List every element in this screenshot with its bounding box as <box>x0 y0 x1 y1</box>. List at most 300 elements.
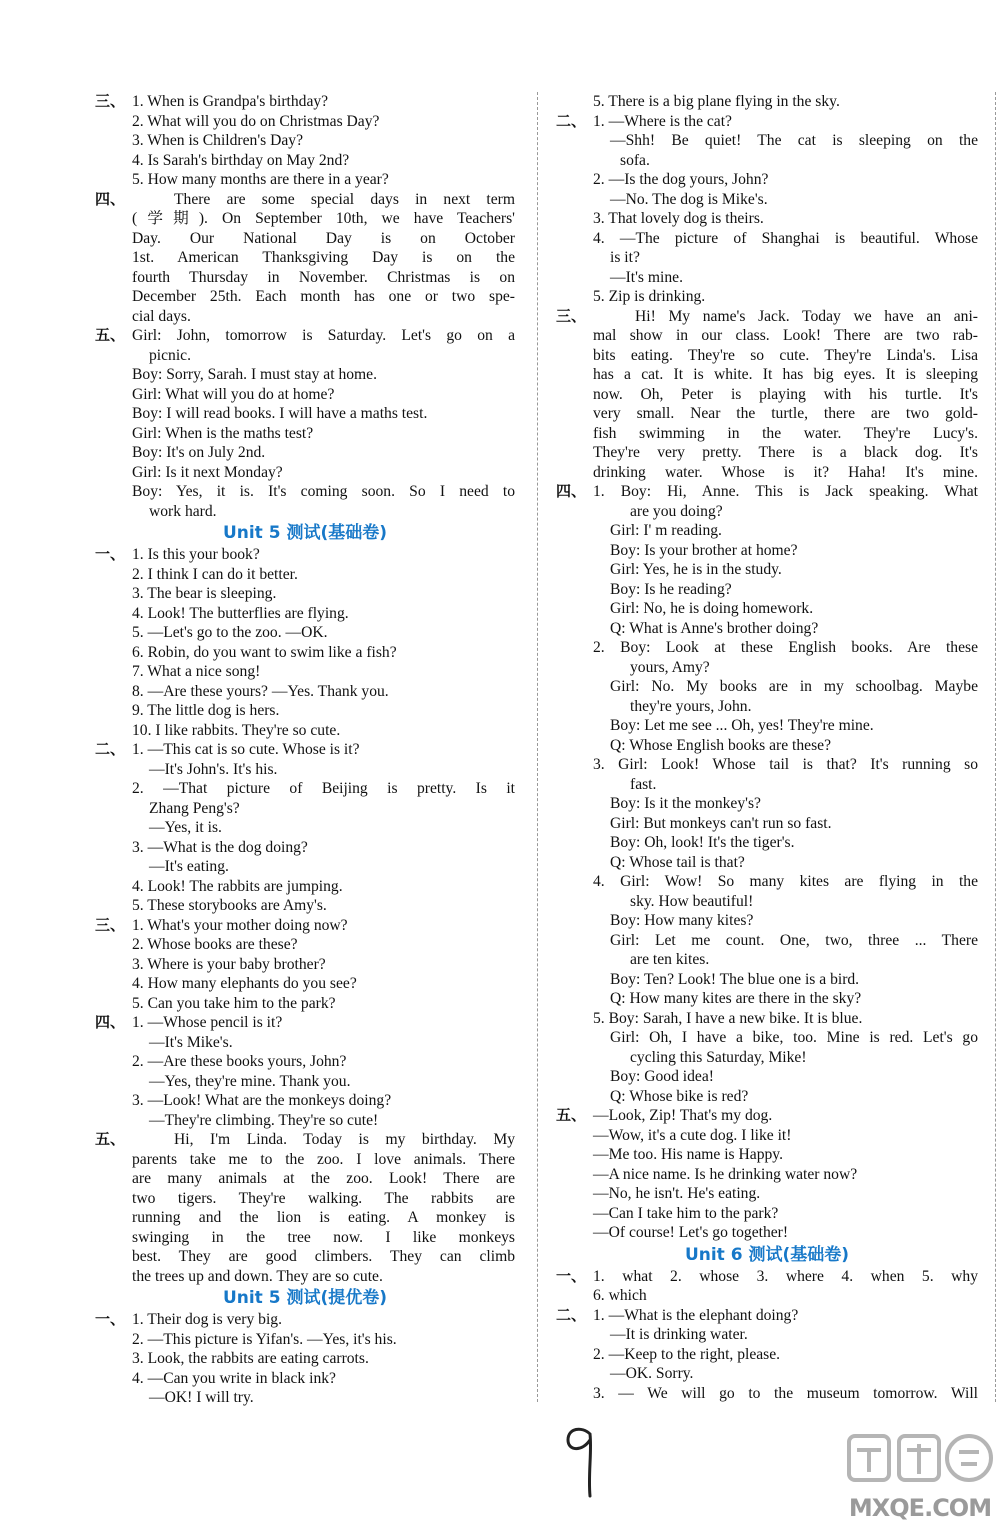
question-label <box>556 736 593 756</box>
line-text: December 25th. Each month has one or two spe- <box>132 288 515 305</box>
line-text: 1. —This cat is so cute. Whose is it? <box>132 741 360 758</box>
line-text: fast. <box>630 775 657 793</box>
text-line <box>95 151 515 171</box>
text-line <box>95 326 515 346</box>
line-text: 3. The bear is sleeping. <box>132 585 277 602</box>
text-line <box>95 799 515 819</box>
text-line <box>95 385 515 405</box>
question-label <box>95 287 132 307</box>
line-text: 4. Is Sarah's birthday on May 2nd? <box>132 151 350 169</box>
line-text: Girl: What will you do at home? <box>132 385 335 403</box>
text-line <box>556 112 978 132</box>
question-label <box>95 1091 132 1111</box>
line-text: Girl: No, he is doing homework. <box>610 600 814 617</box>
text-line <box>556 151 978 171</box>
line-text: Boy: Is your brother at home? <box>610 541 798 559</box>
line-text: are ten kites. <box>630 951 710 968</box>
question-label <box>556 853 593 873</box>
question-label <box>556 131 593 151</box>
question-label <box>95 404 132 424</box>
line-text: Q: How many kites are there in the sky? <box>610 990 862 1007</box>
text-line <box>95 1208 515 1228</box>
line-text: Boy: Ten? Look! The blue one is a bird. <box>610 970 860 988</box>
question-label: 四、 <box>556 482 587 500</box>
text-line <box>556 365 978 385</box>
text-line <box>95 701 515 721</box>
question-label <box>95 662 132 682</box>
question-label: 五、 <box>95 326 126 344</box>
question-label <box>95 779 132 799</box>
question-label <box>556 775 593 795</box>
question-label <box>95 643 132 663</box>
question-label <box>556 92 593 112</box>
line-text: 5. How many months are there in a year? <box>132 171 389 188</box>
line-text: parents take me to the zoo. I love animals. There <box>132 1150 515 1168</box>
text-line <box>95 502 515 522</box>
text-line <box>556 1325 978 1345</box>
question-label <box>95 1228 132 1248</box>
line-text: Boy: I will read books. I will have a maths test. <box>132 405 428 422</box>
line-text: 3. — We will go to the museum tomorrow. Will <box>593 1384 978 1402</box>
question-label <box>556 1204 593 1224</box>
text-line <box>556 92 978 112</box>
line-text: Girl: I' m reading. <box>610 522 722 539</box>
line-text: yours, Amy? <box>630 658 710 676</box>
line-text: 5. Zip is drinking. <box>593 288 706 305</box>
question-label <box>95 1169 132 1189</box>
line-text: cial days. <box>132 307 191 325</box>
text-line <box>556 736 978 756</box>
text-line <box>95 1228 515 1248</box>
line-text: 1. What's your mother doing now? <box>132 916 348 934</box>
question-label <box>556 209 593 229</box>
text-line <box>556 326 978 346</box>
text-line <box>556 716 978 736</box>
text-line <box>556 931 978 951</box>
line-text: —OK. Sorry. <box>610 1365 694 1382</box>
text-line <box>95 857 515 877</box>
line-text: 9. The little dog is hers. <box>132 702 280 719</box>
line-text: two tigers. They're walking. The rabbits are <box>132 1189 515 1207</box>
text-line <box>95 1013 515 1033</box>
question-label <box>95 955 132 975</box>
question-label <box>95 974 132 994</box>
question-label <box>95 248 132 268</box>
text-line <box>556 229 978 249</box>
text-line <box>556 1087 978 1107</box>
question-label <box>95 209 132 229</box>
line-text: 1. When is Grandpa's birthday? <box>132 93 329 110</box>
line-text: 3. —What is the dog doing? <box>132 838 308 856</box>
text-line <box>556 560 978 580</box>
text-line <box>95 1130 515 1150</box>
line-text: drinking water. Whose is it? Haha! It's mine. <box>593 463 978 481</box>
text-line <box>556 950 978 970</box>
question-label: 二、 <box>95 740 126 758</box>
text-line <box>556 619 978 639</box>
line-text: fish swimming in the water. They're Lucy's. <box>593 424 978 442</box>
line-text: Boy: How many kites? <box>610 912 754 929</box>
text-line <box>95 896 515 916</box>
line-text: Girl: Oh, I have a bike, too. Mine is red. Let's go <box>610 1029 978 1046</box>
line-text: Girl: John, tomorrow is Saturday. Let's go on a <box>132 327 515 344</box>
line-text: Boy: Is he reading? <box>610 580 732 598</box>
section-heading: Unit 5 测试(提优卷) <box>222 1288 388 1308</box>
question-label <box>556 677 593 697</box>
question-label <box>556 541 593 561</box>
question-label <box>95 935 132 955</box>
question-label <box>556 814 593 834</box>
text-line <box>556 1028 978 1048</box>
line-text: are many animals at the zoo. Look! There are <box>132 1170 515 1187</box>
handwritten-page-number <box>560 1418 605 1502</box>
question-label <box>95 482 132 502</box>
line-text: —They're climbing. They're so cute! <box>149 1111 379 1129</box>
text-line <box>95 1267 515 1287</box>
line-text: is it? <box>610 249 640 266</box>
line-text: 3. That lovely dog is theirs. <box>593 210 764 227</box>
line-text: Hi, I'm Linda. Today is my birthday. My <box>174 1131 515 1148</box>
text-line <box>95 1349 515 1369</box>
text-line <box>556 1106 978 1126</box>
line-text: —It is drinking water. <box>610 1326 748 1343</box>
question-label: 三、 <box>95 915 126 934</box>
line-text: mal show in our class. Look! There are two rab- <box>593 327 978 344</box>
text-line <box>556 209 978 229</box>
line-text: 5. There is a big plane flying in the sky. <box>593 93 840 110</box>
text-line <box>95 1310 515 1330</box>
text-line <box>556 853 978 873</box>
question-label <box>556 931 593 951</box>
text-line <box>95 1150 515 1170</box>
line-text: 1. —Whose pencil is it? <box>132 1014 283 1031</box>
text-line <box>556 268 978 288</box>
line-text: 5. Boy: Sarah, I have a new bike. It is blue. <box>593 1009 863 1027</box>
question-label <box>556 287 593 307</box>
question-label <box>556 619 593 639</box>
text-line <box>95 779 515 799</box>
text-line <box>556 1048 978 1068</box>
line-text: Hi! My name's Jack. Today we have an ani- <box>635 307 978 325</box>
question-label <box>95 896 132 916</box>
text-line <box>556 1126 978 1146</box>
text-line <box>556 1009 978 1029</box>
line-text: 10. I like rabbits. They're so cute. <box>132 721 341 739</box>
question-label <box>95 1388 132 1408</box>
text-line <box>95 721 515 741</box>
text-line <box>556 521 978 541</box>
text-line <box>556 1204 978 1224</box>
text-line <box>95 1388 515 1408</box>
text-line <box>556 1184 978 1204</box>
question-label <box>556 190 593 210</box>
line-text: 1. Boy: Hi, Anne. This is Jack speaking. What <box>593 483 978 500</box>
line-text: running and the lion is eating. A monkey is <box>132 1209 515 1226</box>
line-text: are you doing? <box>630 502 723 520</box>
line-text: 4. —The picture of Shanghai is beautiful. Whose <box>593 229 978 247</box>
text-line <box>556 248 978 268</box>
line-text: Boy: Is it the monkey's? <box>610 795 761 812</box>
text-line <box>95 643 515 663</box>
question-label <box>556 1325 593 1345</box>
text-line <box>95 935 515 955</box>
text-line <box>556 404 978 424</box>
line-text: —Yes, they're mine. Thank you. <box>149 1072 351 1090</box>
text-line <box>556 638 978 658</box>
question-label: 一、 <box>95 545 126 563</box>
question-label <box>556 638 593 658</box>
line-text: fourth Thursday in November. Christmas is on <box>132 268 515 286</box>
line-text: 7. What a nice song! <box>132 663 261 680</box>
line-text: picnic. <box>149 346 191 364</box>
line-text: 2. Whose books are these? <box>132 936 298 953</box>
line-text: 3. Girl: Look! Whose tail is that? It's running so <box>593 756 978 773</box>
question-label: 四、 <box>95 189 126 208</box>
text-line <box>95 604 515 624</box>
question-label <box>95 170 132 190</box>
text-line <box>95 463 515 483</box>
question-label: 二、 <box>556 111 587 130</box>
question-label <box>556 755 593 775</box>
line-text: 5. Can you take him to the park? <box>132 994 336 1012</box>
text-line <box>556 424 978 444</box>
section-heading: Unit 5 测试(基础卷) <box>222 523 388 543</box>
text-line <box>556 541 978 561</box>
line-text: has a cat. It is white. It has big eyes. It is sleeping <box>593 366 978 383</box>
line-text: Girl: Is it next Monday? <box>132 463 283 481</box>
text-line <box>556 755 978 775</box>
text-line <box>556 658 978 678</box>
question-label <box>95 857 132 877</box>
text-line <box>95 287 515 307</box>
line-text: 1. Is this your book? <box>132 546 260 563</box>
text-line <box>556 190 978 210</box>
text-line <box>556 463 978 483</box>
text-line <box>95 1072 515 1092</box>
line-text: 6. which <box>593 1287 647 1304</box>
text-line <box>556 502 978 522</box>
text-line <box>95 1369 515 1389</box>
question-label <box>95 760 132 780</box>
question-label <box>95 1369 132 1389</box>
line-text: 2. —This picture is Yifan's. —Yes, it's his. <box>132 1330 397 1348</box>
question-label <box>556 1067 593 1087</box>
question-label <box>95 1033 132 1053</box>
question-label <box>95 1247 132 1267</box>
line-text: Boy: Let me see ... Oh, yes! They're mine. <box>610 717 874 734</box>
text-line <box>95 974 515 994</box>
text-line <box>95 877 515 897</box>
line-text: sky. How beautiful! <box>630 892 754 910</box>
text-line <box>556 833 978 853</box>
line-text: 1st. American Thanksgiving Day is on the <box>132 249 515 266</box>
text-line <box>556 872 978 892</box>
question-label <box>95 565 132 585</box>
question-label <box>95 994 132 1014</box>
line-text: Girl: No. My books are in my schoolbag. Maybe <box>610 678 978 695</box>
question-label <box>95 307 132 327</box>
line-text: 2. Boy: Look at these English books. Are these <box>593 639 978 656</box>
text-line <box>556 1345 978 1365</box>
text-line <box>95 248 515 268</box>
line-text: 3. Where is your baby brother? <box>132 955 326 973</box>
question-label <box>556 1384 593 1404</box>
line-text: cycling this Saturday, Mike! <box>630 1048 807 1066</box>
question-label <box>556 1048 593 1068</box>
question-label <box>556 580 593 600</box>
question-label: 五、 <box>556 1106 587 1124</box>
text-line <box>95 365 515 385</box>
question-label <box>95 443 132 463</box>
line-text: they're yours, John. <box>630 697 752 715</box>
right-column <box>556 92 978 1403</box>
text-line <box>556 1145 978 1165</box>
question-label <box>95 721 132 741</box>
question-label: 一、 <box>95 1310 126 1328</box>
question-label: 三、 <box>95 92 126 110</box>
question-label <box>556 1165 593 1185</box>
line-text: —OK! I will try. <box>149 1389 254 1406</box>
question-label <box>95 229 132 249</box>
question-label <box>556 326 593 346</box>
question-label <box>95 1150 132 1170</box>
text-line <box>556 1165 978 1185</box>
text-line <box>95 346 515 366</box>
line-text: 4. How many elephants do you see? <box>132 975 357 992</box>
line-text: 2. —Keep to the right, please. <box>593 1345 781 1363</box>
watermark-text: MXQE.COM <box>848 1494 992 1522</box>
line-text: 4. —Can you write in black ink? <box>132 1369 336 1387</box>
question-label <box>556 560 593 580</box>
line-text: They're very pretty. There is a black dog. It's <box>593 444 978 461</box>
line-text: —No. The dog is Mike's. <box>610 190 768 208</box>
question-label <box>95 1267 132 1287</box>
question-label <box>95 1189 132 1209</box>
text-line <box>95 112 515 132</box>
line-text: 1. what 2. whose 3. where 4. when 5. why <box>593 1267 978 1285</box>
line-text: —It's eating. <box>149 858 229 875</box>
question-label <box>95 604 132 624</box>
question-label <box>556 989 593 1009</box>
question-label <box>556 697 593 717</box>
text-line <box>95 131 515 151</box>
question-label <box>556 833 593 853</box>
question-label <box>556 794 593 814</box>
question-label <box>95 1208 132 1228</box>
text-line <box>95 170 515 190</box>
question-label <box>556 424 593 444</box>
text-line <box>556 307 978 327</box>
line-text: 5. —Let's go to the zoo. —OK. <box>132 624 328 641</box>
line-text: 1. Their dog is very big. <box>132 1311 282 1328</box>
text-line <box>556 1267 978 1287</box>
question-label <box>95 346 132 366</box>
question-label <box>556 443 593 463</box>
question-label <box>95 584 132 604</box>
question-label <box>556 950 593 970</box>
question-label <box>95 877 132 897</box>
question-label <box>95 701 132 721</box>
text-line <box>95 818 515 838</box>
question-label <box>95 131 132 151</box>
text-line <box>556 677 978 697</box>
line-text: Boy: It's on July 2nd. <box>132 444 266 461</box>
text-line <box>556 1223 978 1243</box>
question-label <box>556 170 593 190</box>
text-line <box>95 229 515 249</box>
text-line <box>95 994 515 1014</box>
line-text: 2. What will you do on Christmas Day? <box>132 112 380 130</box>
line-text: the trees up and down. They are so cute. <box>132 1267 383 1285</box>
question-label <box>556 911 593 931</box>
line-text: Girl: Let me count. One, two, three ... There <box>610 931 978 949</box>
text-line <box>95 916 515 936</box>
line-text: —Me too. His name is Happy. <box>593 1146 783 1163</box>
question-label <box>556 1364 593 1384</box>
text-line <box>556 287 978 307</box>
question-label <box>556 1345 593 1365</box>
question-label: 二、 <box>556 1305 587 1324</box>
text-line <box>95 1052 515 1072</box>
text-line <box>95 1033 515 1053</box>
line-text: Zhang Peng's? <box>149 799 240 817</box>
question-label <box>556 365 593 385</box>
text-line <box>95 838 515 858</box>
question-label <box>95 424 132 444</box>
text-line <box>556 170 978 190</box>
question-label <box>95 1330 132 1350</box>
line-text: Q: What is Anne's brother doing? <box>610 619 819 637</box>
line-text: Girl: Yes, he is in the study. <box>610 561 782 578</box>
question-label <box>556 970 593 990</box>
question-label <box>556 502 593 522</box>
text-line <box>95 404 515 424</box>
question-label <box>556 1028 593 1048</box>
text-line <box>556 1306 978 1326</box>
question-label <box>556 385 593 405</box>
text-line <box>95 1111 515 1131</box>
line-text: very small. Near the turtle, there are two gold- <box>593 405 978 422</box>
question-label <box>556 1286 593 1306</box>
text-line <box>95 209 515 229</box>
line-text: —Can I take him to the park? <box>593 1204 779 1222</box>
text-line <box>95 740 515 760</box>
line-text: There are some special days in next term <box>174 190 515 208</box>
question-label <box>556 229 593 249</box>
text-line <box>556 794 978 814</box>
question-label <box>95 365 132 385</box>
line-text: 4. Look! The butterflies are flying. <box>132 604 349 622</box>
line-text: Q: Whose English books are these? <box>610 736 832 754</box>
line-text: sofa. <box>620 151 650 169</box>
text-line <box>95 955 515 975</box>
question-label <box>556 658 593 678</box>
question-label: 五、 <box>95 1130 126 1148</box>
question-label <box>556 346 593 366</box>
question-label <box>556 1223 593 1243</box>
text-line <box>95 190 515 210</box>
watermark-logo <box>845 1430 995 1522</box>
question-label <box>556 404 593 424</box>
left-column <box>95 92 515 1408</box>
text-line <box>556 131 978 151</box>
line-text: Girl: But monkeys can't run so fast. <box>610 814 832 832</box>
text-line <box>95 1247 515 1267</box>
text-line <box>95 760 515 780</box>
question-label <box>556 1126 593 1146</box>
line-text: 3. —Look! What are the monkeys doing? <box>132 1092 392 1109</box>
line-text: 5. These storybooks are Amy's. <box>132 897 327 914</box>
